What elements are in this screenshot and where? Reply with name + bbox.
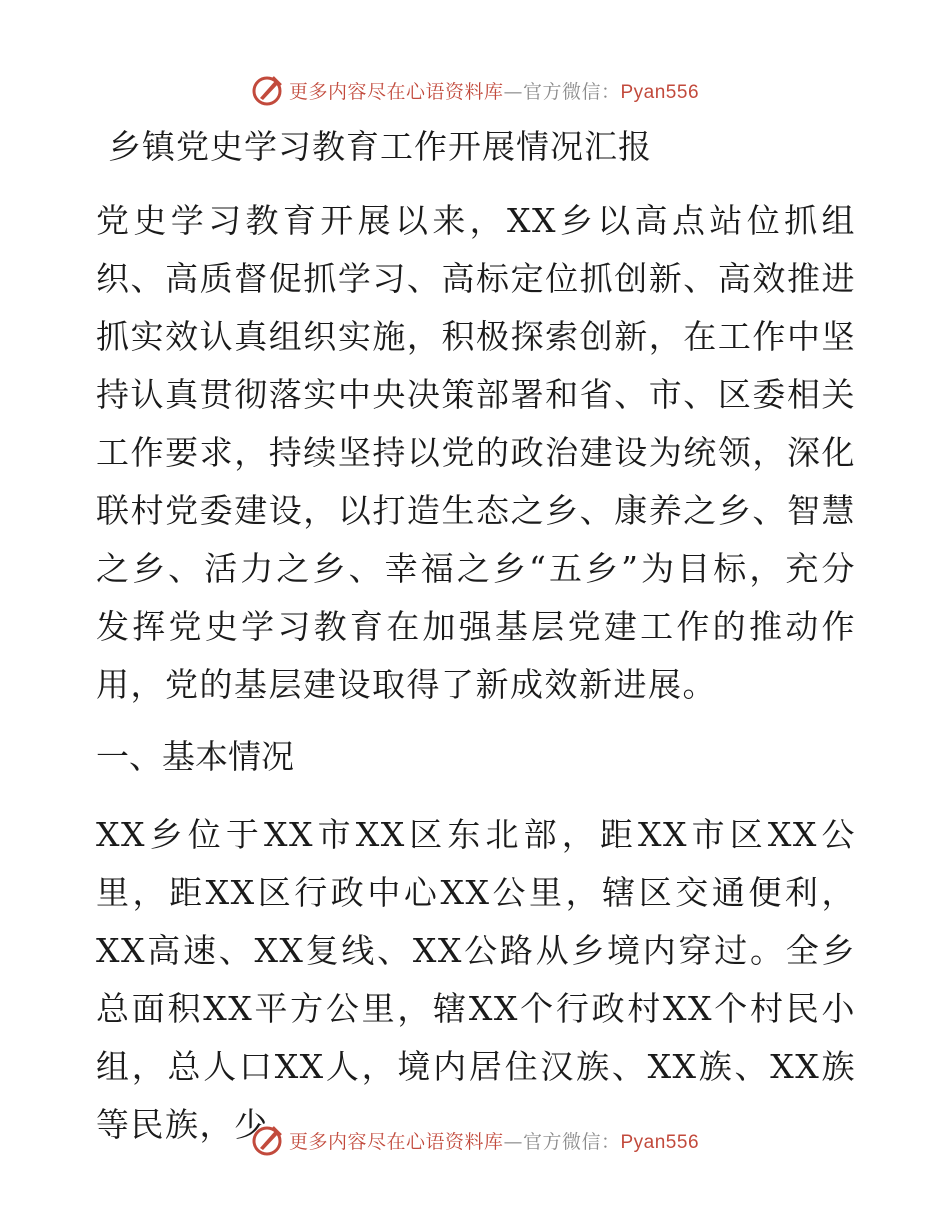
watermark-brand: 更多内容尽在心语资料库	[288, 1130, 504, 1153]
watermark-brand: 更多内容尽在心语资料库	[288, 80, 504, 103]
watermark-text	[289, 77, 699, 104]
watermark-separator: —	[503, 1130, 523, 1153]
section-heading: 一、基本情况	[96, 737, 294, 776]
watermark-label: 官方微信：	[522, 1130, 621, 1153]
quill-logo-icon	[251, 73, 285, 107]
document-body	[96, 118, 856, 1154]
watermark-wechat-id: Pyan556	[620, 1131, 700, 1153]
quill-logo-icon	[251, 1123, 285, 1157]
watermark-separator: —	[503, 80, 523, 103]
document-title: 乡镇党史学习教育工作开展情况汇报	[108, 127, 652, 166]
watermark-text	[289, 1127, 699, 1154]
intro-paragraph: 党史学习教育开展以来，XX乡以高点站位抓组织、高质督促抓学习、高标定位抓创新、高效推进抓实效认真组织实施，积极探索创新，在工作中坚持认真贯彻落实中央决策部署和省、市、区委相关工作要求，持续坚持以党的政治建设为统领，深化联村党委建设，以打造生态之乡、康养之乡、智慧之乡、活力之乡、幸福之乡“五乡”为目标，充分发挥党史学习教育在加强基层党建工作的推动作用，党的基层建设取得了新成效新进展。	[96, 201, 856, 704]
header-watermark	[0, 70, 950, 110]
section-paragraph: XX乡位于XX市XX区东北部，距XX市区XX公里，距XX区行政中心XX公里，辖区交通便利，XX高速、XX复线、XX公路从乡境内穿过。全乡总面积XX平方公里，辖XX个行政村XX个村民小组，总人口XX人，境内居住汉族、XX族、XX族等民族，少	[96, 815, 856, 1144]
watermark-label: 官方微信：	[522, 80, 621, 103]
footer-watermark	[0, 1120, 950, 1160]
watermark-wechat-id: Pyan556	[620, 81, 700, 103]
